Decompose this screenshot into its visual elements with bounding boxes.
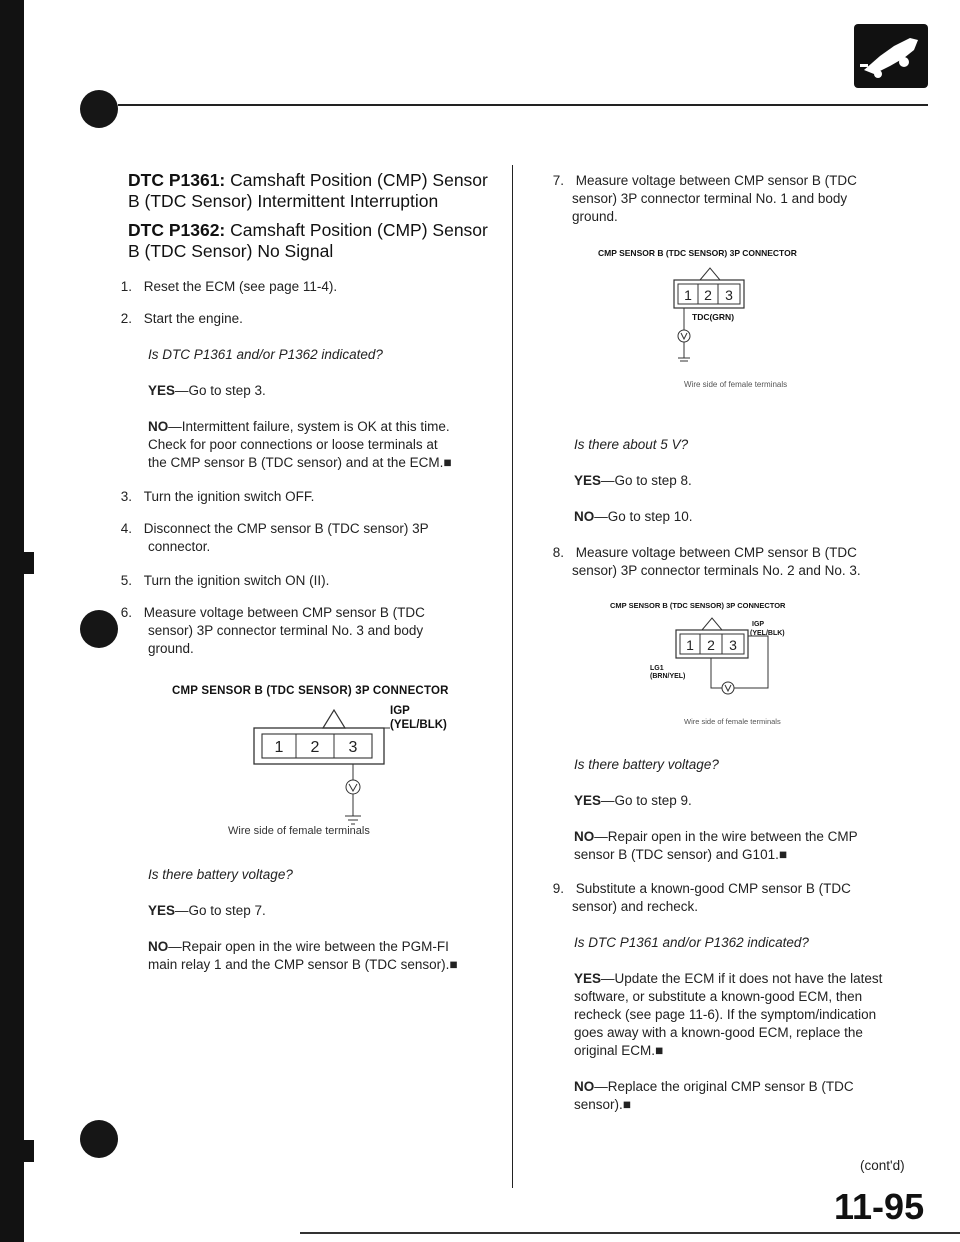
binder-hole <box>80 610 118 648</box>
yes-text: original ECM.■ <box>574 1043 664 1058</box>
step-text: sensor) and recheck. <box>572 899 699 914</box>
step-text: Turn the ignition switch ON (II). <box>143 573 330 588</box>
pin-2: 2 <box>707 637 715 653</box>
edge-tab-mark <box>18 1140 34 1162</box>
step-text: ground. <box>148 641 194 656</box>
dtc1-title-line1: Camshaft Position (CMP) Sensor <box>230 170 488 190</box>
yes-5: YES—Update the ECM if it does not have the latest software, or substitute a known-good ECM, then recheck (see page 11-6). If the symptom/indication goes away with a known-good ECM, replace the original ECM.■ <box>574 971 883 1058</box>
question-4: Is there battery voltage? <box>574 757 719 772</box>
yes-label: YES <box>148 903 176 918</box>
no-text: Check for poor connections or loose terminals at <box>148 437 438 452</box>
column-divider <box>512 165 513 1188</box>
binder-hole <box>80 1120 118 1158</box>
step-text: Measure voltage between CMP sensor B (TDC <box>575 545 857 560</box>
connector-diagram-title: CMP SENSOR B (TDC SENSOR) 3P CONNECTOR <box>610 601 786 610</box>
step-5 <box>116 572 329 590</box>
wire-name: IGP <box>390 705 410 717</box>
dtc2-code: DTC P1362: <box>128 220 226 240</box>
no-text: main relay 1 and the CMP sensor B (TDC sensor).■ <box>148 957 458 972</box>
page-number: 11-95 <box>834 1186 925 1227</box>
connector-diagram <box>250 700 450 870</box>
step-number: 4. <box>120 521 132 536</box>
step-2 <box>116 310 243 328</box>
yes-text: Go to step 9. <box>614 793 692 808</box>
pin-2: 2 <box>704 287 712 303</box>
question-2: Is there battery voltage? <box>148 867 293 882</box>
pin-3: 3 <box>729 637 737 653</box>
step-text: sensor) 3P connector terminals No. 2 and No. 3. <box>572 563 861 578</box>
step-text: Start the engine. <box>143 311 243 326</box>
pin-3: 3 <box>725 287 733 303</box>
step-text: sensor) 3P connector terminal No. 1 and body <box>572 191 848 206</box>
wire-a-name: IGP <box>752 621 765 628</box>
connector-key-icon <box>700 268 720 280</box>
no-label: NO <box>574 829 595 844</box>
wire-a-color: (YEL/BLK) <box>750 630 785 637</box>
continued-label: (cont'd) <box>860 1158 905 1173</box>
header-rule <box>118 104 928 106</box>
step-8 <box>548 544 861 580</box>
step-text: Disconnect the CMP sensor B (TDC sensor) 3P <box>143 521 429 536</box>
yes-text: Go to step 8. <box>614 473 692 488</box>
wire-b-name: LG1 <box>650 665 664 672</box>
step-7 <box>548 172 857 226</box>
binder-hole <box>80 90 118 128</box>
dtc2-title-line1: Camshaft Position (CMP) Sensor <box>230 220 488 240</box>
yes-label: YES <box>574 793 602 808</box>
step-4 <box>116 520 429 556</box>
connector-key-icon <box>702 618 722 630</box>
pin-1: 1 <box>686 637 694 653</box>
edge-tab-mark <box>18 552 34 574</box>
question-3: Is there about 5 V? <box>574 437 689 452</box>
yes-4: YES—Go to step 9. <box>574 793 692 808</box>
no-label: NO <box>148 419 169 434</box>
step-text: Measure voltage between CMP sensor B (TDC <box>575 173 857 188</box>
step-1 <box>116 278 337 296</box>
edge-notch <box>24 88 34 102</box>
yes-label: YES <box>574 971 602 986</box>
no-text: Go to step 10. <box>607 509 693 524</box>
step-number: 3. <box>120 489 132 504</box>
no-text: sensor).■ <box>574 1097 631 1112</box>
wire-name: TDC(GRN) <box>692 312 735 322</box>
no-label: NO <box>148 939 169 954</box>
step-number: 1. <box>120 279 132 294</box>
step-3 <box>116 488 314 506</box>
no-text: Replace the original CMP sensor B (TDC <box>607 1079 854 1094</box>
step-text: Measure voltage between CMP sensor B (TDC <box>143 605 425 620</box>
no-2: NO—Repair open in the wire between the PGM-FI main relay 1 and the CMP sensor B (TDC sensor).■ <box>148 939 458 972</box>
page-edge-bar <box>0 0 24 1242</box>
dtc1-code: DTC P1361: <box>128 170 226 190</box>
pin-1: 1 <box>274 739 284 756</box>
yes-text: goes away with a known-good ECM, replace the <box>574 1025 863 1040</box>
diagram-caption: Wire side of female terminals <box>228 825 370 837</box>
step-number: 5. <box>120 573 132 588</box>
step-number: 2. <box>120 311 132 326</box>
yes-label: YES <box>574 473 602 488</box>
connector-diagram-title: CMP SENSOR B (TDC SENSOR) 3P CONNECTOR <box>598 248 797 258</box>
yes-2: YES—Go to step 7. <box>148 903 266 918</box>
connector-diagram-3 <box>650 614 810 714</box>
no-1: NO—Intermittent failure, system is OK at this time. Check for poor connections or loose terminals at the CMP sensor B (TDC sensor) and at the ECM.■ <box>148 419 452 470</box>
connector-key-icon <box>323 710 345 728</box>
step-9 <box>548 880 851 916</box>
dtc1-heading <box>128 170 508 212</box>
yes-text: Go to step 3. <box>188 383 266 398</box>
yes-label: YES <box>148 383 176 398</box>
no-text: Repair open in the wire between the CMP <box>607 829 858 844</box>
wire-color: (YEL/BLK) <box>390 719 447 731</box>
dtc2-title-line2: B (TDC Sensor) No Signal <box>128 241 334 261</box>
step-text: Reset the ECM (see page 11-4). <box>143 279 338 294</box>
no-text: Repair open in the wire between the PGM-FI <box>181 939 449 954</box>
car-logo-icon <box>854 24 928 88</box>
no-text: sensor B (TDC sensor) and G101.■ <box>574 847 787 862</box>
step-number: 8. <box>552 545 564 560</box>
voltmeter-icon <box>678 330 690 342</box>
step-text: connector. <box>148 539 211 554</box>
step-text: sensor) 3P connector terminal No. 3 and body <box>148 623 424 638</box>
dtc1-title-line2: B (TDC Sensor) Intermittent Interruption <box>128 191 439 211</box>
question-5: Is DTC P1361 and/or P1362 indicated? <box>574 935 809 950</box>
step-text: ground. <box>572 209 618 224</box>
connector-diagram-title: CMP SENSOR B (TDC SENSOR) 3P CONNECTOR <box>172 685 449 697</box>
yes-text: software, or substitute a known-good ECM, then <box>574 989 863 1004</box>
yes-text: Go to step 7. <box>188 903 266 918</box>
step-6 <box>116 604 425 658</box>
diagram-caption: Wire side of female terminals <box>684 380 788 389</box>
voltmeter-icon <box>722 682 734 694</box>
no-text: Intermittent failure, system is OK at this time. <box>181 419 450 434</box>
step-number: 7. <box>552 173 564 188</box>
no-3: NO—Go to step 10. <box>574 509 693 524</box>
no-label: NO <box>574 509 595 524</box>
step-text: Turn the ignition switch OFF. <box>143 489 315 504</box>
yes-1: YES—Go to step 3. <box>148 383 266 398</box>
dtc2-heading <box>128 220 508 262</box>
question-1: Is DTC P1361 and/or P1362 indicated? <box>148 347 383 362</box>
no-text: the CMP sensor B (TDC sensor) and at the ECM.■ <box>148 455 452 470</box>
yes-3: YES—Go to step 8. <box>574 473 692 488</box>
wire-b-color: (BRN/YEL) <box>650 673 686 680</box>
no-4: NO—Repair open in the wire between the CMP sensor B (TDC sensor) and G101.■ <box>574 829 858 862</box>
connector-diagram-2 <box>670 266 800 386</box>
footer-rule <box>300 1232 960 1234</box>
pin-3: 3 <box>348 739 358 756</box>
step-number: 9. <box>552 881 564 896</box>
step-text: Substitute a known-good CMP sensor B (TDC <box>575 881 851 896</box>
step-number: 6. <box>120 605 132 620</box>
pin-2: 2 <box>310 739 320 756</box>
yes-text: recheck (see page 11-6). If the symptom/indication <box>574 1007 877 1022</box>
pin-1: 1 <box>684 287 692 303</box>
yes-text: Update the ECM if it does not have the latest <box>614 971 883 986</box>
no-label: NO <box>574 1079 595 1094</box>
diagram-caption: Wire side of female terminals <box>684 717 781 726</box>
no-5: NO—Replace the original CMP sensor B (TDC sensor).■ <box>574 1079 854 1112</box>
